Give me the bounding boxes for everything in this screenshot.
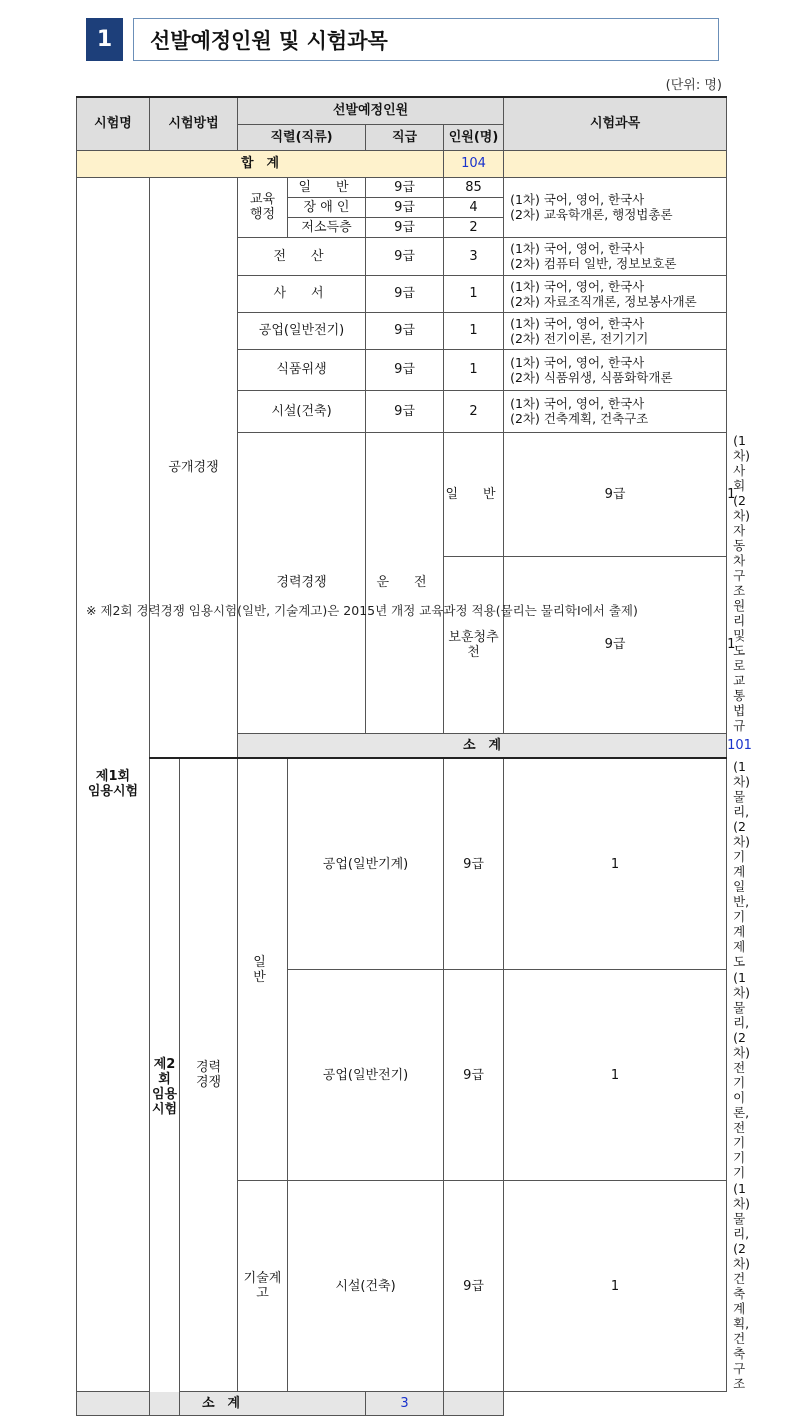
col-count: 인원(명) — [444, 124, 504, 150]
edu-disabled: 장 애 인 — [288, 197, 366, 217]
col-group: 선발예정인원 — [238, 97, 504, 124]
computer-row: 전 산 — [238, 237, 366, 275]
section-number: 1 — [86, 18, 123, 61]
edu-low-income: 저소득층 — [288, 217, 366, 237]
col-exam: 시험명 — [77, 97, 150, 150]
exam2-mech-row: 공업(일반기계) — [288, 758, 444, 970]
exam1-subtotal-label: 소 계 — [238, 733, 727, 758]
food-row: 식품위생 — [238, 349, 366, 390]
exam1-open-competition: 공개경쟁 — [150, 177, 238, 758]
exam2-elec-row: 공업(일반전기) — [288, 970, 444, 1181]
edu-subjects: (1차) 국어, 영어, 한국사 (2차) 교육학개론, 행정법총론 — [504, 177, 727, 237]
facility-row: 시설(건축) — [238, 390, 366, 432]
electric-row: 공업(일반전기) — [238, 312, 366, 349]
total-label: 합 계 — [77, 150, 444, 177]
exam2-general: 일 반 — [238, 758, 288, 1181]
driver-group: 운 전 — [366, 432, 444, 733]
page-title: 선발예정인원 및 시험과목 — [133, 18, 719, 61]
col-grade: 직급 — [366, 124, 444, 150]
exam2-career-competition: 경력 경쟁 — [180, 758, 238, 1392]
total-row — [77, 150, 727, 177]
exam1-career-competition: 경력경쟁 — [238, 432, 366, 733]
edu-admin: 교육 행정 — [238, 177, 288, 237]
exam1-name: 제1회 임용시험 — [77, 177, 150, 1392]
driver-general: 일 반 — [444, 432, 504, 557]
col-position: 직렬(직류) — [238, 124, 366, 150]
col-subjects: 시험과목 — [504, 97, 727, 150]
unit-label: (단위: 명) — [665, 78, 722, 93]
recruitment-table: 시험명 시험방법 선발예정인원 시험과목 직렬(직류) 직급 인원(명) 합 계 104 제1회 임용시험 공개경쟁 교육 행정 일 반 9급 85 (1차) 국어, 영어, 한국사 (2차) 교육학개론, 행정법총론 장 애 인 9급 4 저소득층 9급 2 전 산 9급 3 (1차) 국어, 영어, 한국사 (2차) 컴퓨터 일반, 정보보호론 사 서 9급 1 (1차) 국어, 영어, 한국사 (2차) 자료조직개론, 정보봉사개론 공업(일반전기) 9급 1 (1차) 국어, 영어, 한국사 (2차) 전기이론, 전기기기 식품위생 9급 1 (1차) 국어, 영어, 한국사 (2차) 식품위생, 식품화학개론 시설(건축) 9급 2 (1차) 국어, 영어, 한국사 (2차) 건축계획, 건축구조 경력경쟁 운 전 일 반 9급 1 (1차) 사회 (2차) 자동차구조원리 및 도로교통법규 보훈청추천 9급 1 소 계 101 제2회 임용시험 경력 경쟁 일 반 공업(일반기계) 9급 1 (1차) 물리, (2차) 기계일반, 기계제도 공업(일반전기) 9급 1 (1차) 물리, (2차) 전기이론, 전기기기 기술계고 시설(건축) 9급 1 (1차) 물리, (2차) 건축계획, 건축구조 소 계 3 — [76, 96, 727, 1416]
driver-veteran: 보훈청추천 — [444, 557, 504, 733]
exam2-tech-school: 기술계고 — [238, 1181, 288, 1392]
librarian-row: 사 서 — [238, 275, 366, 312]
footnote: ※ 제2회 경력경쟁 임용시험(일반, 기술계고)은 2015년 개정 교육과정 적용(물리는 물리학Ⅰ에서 출제) — [86, 603, 638, 618]
exam2-subtotal-row — [77, 1392, 727, 1416]
exam2-subtotal-count: 3 — [366, 1392, 444, 1416]
edu-general: 일 반 — [288, 177, 366, 197]
exam2-facility-row: 시설(건축) — [288, 1181, 444, 1392]
exam2-subtotal-label: 소 계 — [77, 1392, 366, 1416]
exam2-name: 제2회 임용시험 — [150, 758, 180, 1416]
exam1-subtotal-row: 소 계 101 — [77, 733, 727, 758]
total-count: 104 — [444, 150, 504, 177]
col-method: 시험방법 — [150, 97, 238, 150]
